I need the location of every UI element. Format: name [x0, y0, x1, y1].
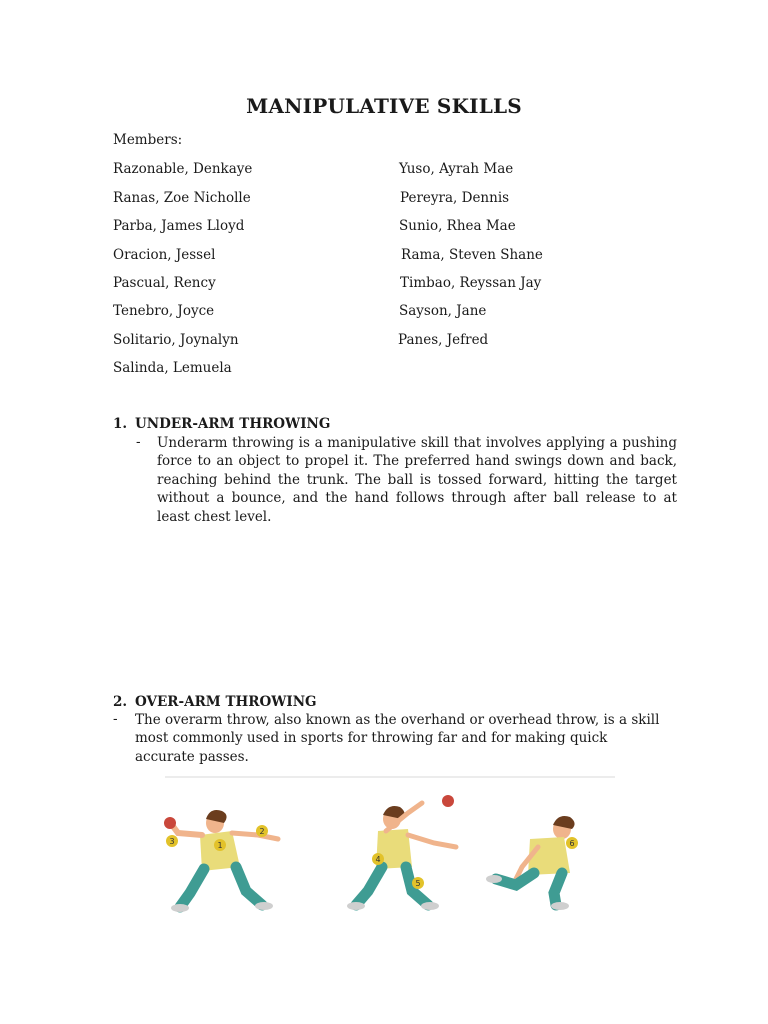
members-label: Members: [113, 132, 183, 148]
section-1-heading [113, 416, 330, 432]
step-label-5-text: 5 [415, 879, 421, 888]
member-left-4: Oracion, Jessel [113, 247, 216, 263]
section-2-heading [113, 694, 317, 710]
section-1-title: UNDER-ARM THROWING [135, 416, 331, 432]
member-left-6: Tenebro, Joyce [113, 303, 215, 319]
section-2-title: OVER-ARM THROWING [135, 694, 317, 710]
member-left-7: Solitario, Joynalyn [113, 332, 239, 348]
step-label-3-text: 3 [169, 837, 175, 846]
member-left-2: Ranas, Zoe Nicholle [113, 190, 251, 206]
section-1-bullet: - [136, 434, 141, 450]
overarm-throw-illustration [150, 775, 620, 925]
step-label-4-text: 4 [375, 855, 381, 864]
member-right-5: Timbao, Reyssan Jay [400, 275, 542, 291]
step-label-1-text: 1 [217, 841, 223, 850]
document-title: MANIPULATIVE SKILLS [246, 94, 522, 118]
member-left-1: Razonable, Denkaye [113, 161, 253, 177]
section-2-paragraph: The overarm throw, also known as the overhand or overhead throw, is a skill most commonly used in sports for throwing far and for making quick accurate passes. [135, 712, 660, 765]
member-right-4: Rama, Steven Shane [401, 247, 543, 263]
section-1-paragraph: Underarm throwing is a manipulative skill that involves applying a pushing force to an object to propel it. The preferred hand swings down and back, reaching behind the trunk. The ball is tossed forward, hitting the target without a bounce, and the hand follows through after ball release to at least chest level. [157, 435, 677, 525]
section-1-number: 1. [113, 416, 128, 432]
member-right-2: Pereyra, Dennis [400, 190, 510, 206]
step-label-2-text: 2 [259, 827, 265, 836]
member-left-3: Parba, James Lloyd [113, 218, 245, 234]
member-left-8: Salinda, Lemuela [113, 360, 232, 376]
step-label-6-text: 6 [569, 839, 575, 848]
member-right-3: Sunio, Rhea Mae [399, 218, 516, 234]
member-right-6: Sayson, Jane [399, 303, 487, 319]
member-left-5: Pascual, Rency [113, 275, 216, 291]
member-right-7: Panes, Jefred [398, 332, 489, 348]
section-2-bullet: - [113, 711, 118, 727]
section-2-number: 2. [113, 694, 128, 710]
member-right-1: Yuso, Ayrah Mae [399, 161, 514, 177]
